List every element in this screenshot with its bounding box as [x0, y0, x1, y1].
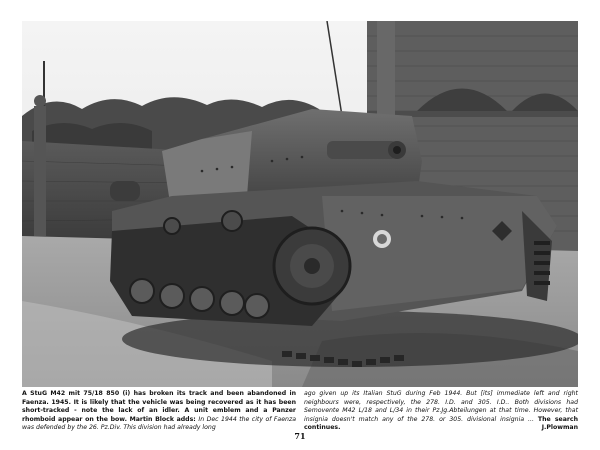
caption-column-left	[22, 390, 296, 430]
photo-caption	[22, 390, 578, 430]
tank-photograph	[22, 21, 578, 387]
page-number: 71	[294, 431, 306, 441]
caption-quote-start: In Dec 1944 the city of Faenza was defended by the 26. Pz.Div. This division had already long	[22, 415, 296, 432]
caption-quote-continued: ago given up its Italian StuG during Feb 1944. But [its] immediate left and right neighbours were, respectively, the 278. I.D. and 305. I.D.. Both divisions had Semovente M42 L/18 and L/34 in their Pz.Jg.Abteilungen at that time. However, that insignia doesn't match any of the 278. or 305. divisional insignia ...	[304, 390, 578, 423]
photo-illustration	[22, 21, 578, 387]
author-signature: J.Plowman	[541, 424, 578, 432]
caption-column-right	[304, 390, 578, 430]
caption-search-continues: The search continues.	[304, 415, 578, 432]
caption-text-main: A StuG M42 mit 75/18 850 (i) has broken its track and been abandoned in Faenza. 1945. It is likely that the vehicle was being recovered as it has been short-tracked - note the lack of an idler. A unit emblem and a Panzer rhomboid appear on the bow. Martin Block adds:	[22, 390, 296, 423]
